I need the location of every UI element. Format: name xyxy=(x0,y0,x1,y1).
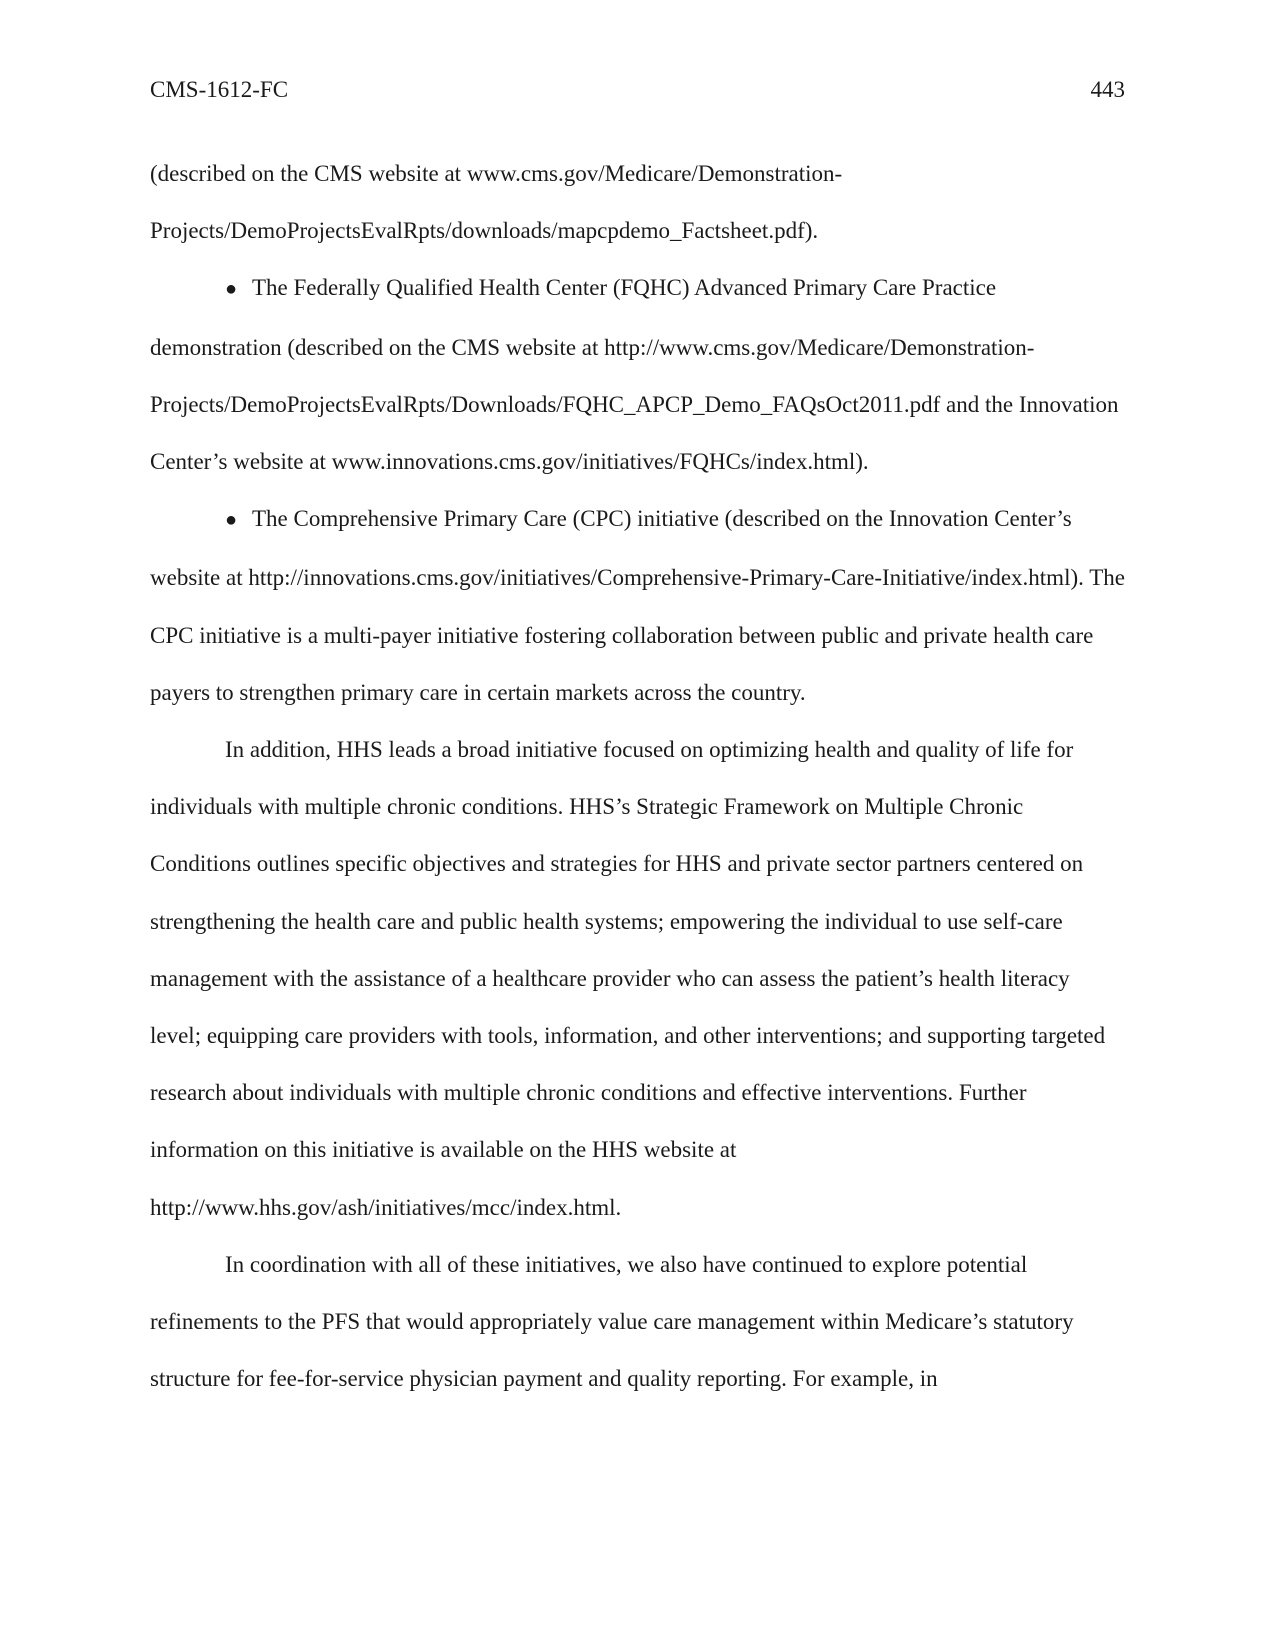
bullet-icon: ● xyxy=(225,509,238,532)
document-id: CMS-1612-FC xyxy=(150,77,289,102)
bullet-text: The Federally Qualified Health Center (FQHC) Advanced Primary Care Practice demonstration (described on the CMS website at http://www.cms.gov/Medicare/Demonstration-Projects/DemoProjectsEvalRpts/Downloads/FQHC_APCP_Demo_FAQsOct2011.pdf and the Innovation Center’s website at www.innovations.cms.gov/initiatives/FQHCs/index.html). xyxy=(150,275,1119,475)
bullet-item-fqhc xyxy=(150,259,1125,490)
paragraph-text: (described on the CMS website at www.cms.gov/Medicare/Demonstration-Projects/DemoProjectsEvalRpts/downloads/mapcpdemo_Factsheet.pdf). xyxy=(150,161,843,244)
paragraph-continuation xyxy=(150,145,1125,259)
paragraph-text: In addition, HHS leads a broad initiative focused on optimizing health and quality of life for individuals with multiple chronic conditions. HHS’s Strategic Framework on Multiple Chronic Conditions outlines specific objectives and strategies for HHS and private sector partners centered on strengthening the health care and public health systems; empowering the individual to use self-care management with the assistance of a healthcare provider who can assess the patient’s health literacy level; equipping care providers with tools, information, and other interventions; and supporting targeted research about individuals with multiple chronic conditions and effective interventions. Further information on this initiative is available on the HHS website at http://www.hhs.gov/ash/initiatives/mcc/index.html. xyxy=(150,737,1106,1220)
document-body xyxy=(150,145,1125,1407)
paragraph-coordination xyxy=(150,1236,1125,1408)
bullet-icon: ● xyxy=(225,278,238,301)
page-header xyxy=(150,74,1125,106)
bullet-item-cpc xyxy=(150,490,1125,721)
page-number: 443 xyxy=(1090,77,1125,102)
paragraph-hhs-initiative xyxy=(150,721,1125,1236)
paragraph-text: In coordination with all of these initiatives, we also have continued to explore potential refinements to the PFS that would appropriately value care management within Medicare’s statutory structure for fee-for-service physician payment and quality reporting. For example, in xyxy=(150,1251,1074,1392)
bullet-text: The Comprehensive Primary Care (CPC) initiative (described on the Innovation Center’s website at http://innovations.cms.gov/initiatives/Comprehensive-Primary-Care-Initiative/index.html). The CPC initiative is a multi-payer initiative fostering collaboration between public and private health care payers to strengthen primary care in certain markets across the country. xyxy=(150,506,1125,705)
